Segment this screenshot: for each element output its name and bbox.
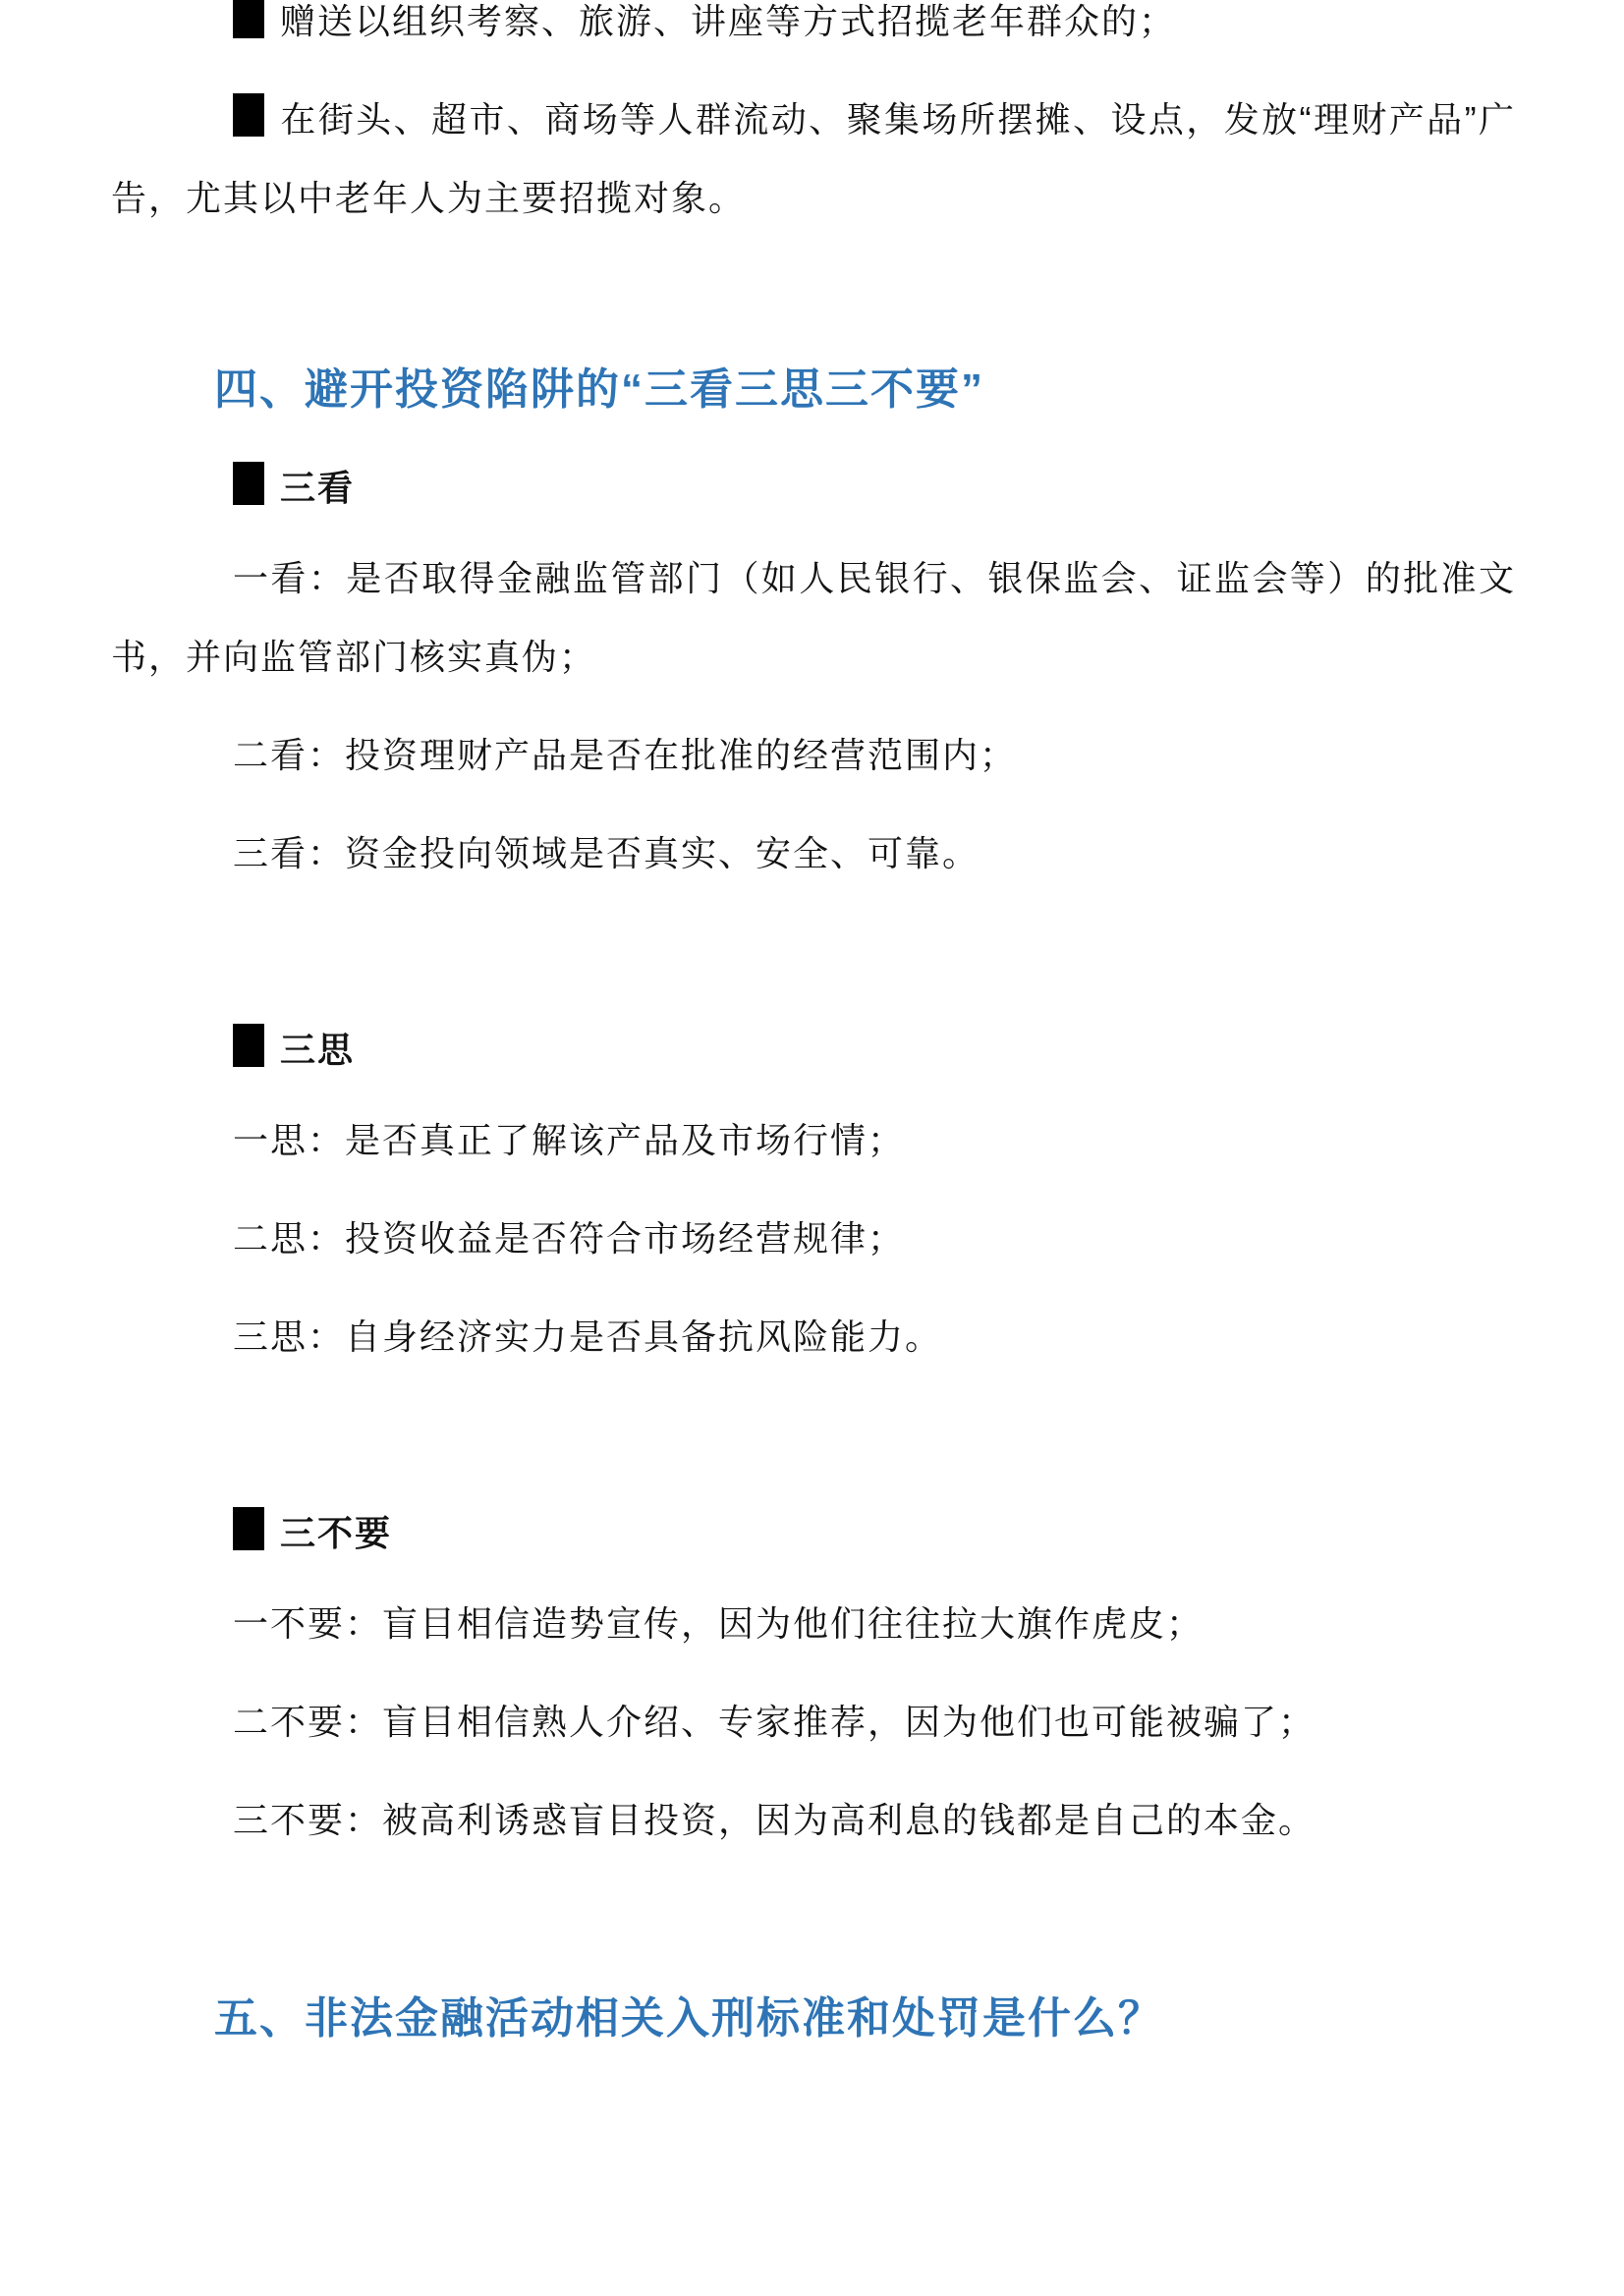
list-item-san-bu-yao: 三不要：被高利诱惑盲目投资，因为高利息的钱都是自己的本金。 <box>233 1800 1316 1840</box>
section-4-heading: 四、避开投资陷阱的“三看三思三不要” <box>214 365 984 414</box>
list-item-san-si: 三思：自身经济实力是否具备抗风险能力。 <box>233 1316 943 1357</box>
intro-bullet-text: 在街头、超市、商场等人群流动、聚集场所摆摊、设点，发放“理财产品”广告，尤其以中老年人为主要招揽对象。 <box>111 99 1516 218</box>
list-item-yi-bu-yao: 一不要：盲目相信造势宣传，因为他们往往拉大旗作虎皮； <box>233 1603 1204 1644</box>
group-header-san-kan <box>111 449 1516 528</box>
bullet-square-icon <box>233 1024 264 1067</box>
group-header-text: 三不要 <box>280 1513 393 1553</box>
group-header-text: 三看 <box>280 468 356 508</box>
group-header-text: 三思 <box>280 1030 356 1070</box>
list-item-er-kan: 二看：投资理财产品是否在批准的经营范围内； <box>233 735 1018 775</box>
list-item-yi-kan: 一看：是否取得金融监管部门（如人民银行、银保监会、证监会等）的批准文书，并向监管部门核实真伪； <box>111 558 1516 677</box>
group-header-san-bu-yao <box>111 1494 1516 1573</box>
group-header-san-si <box>111 1011 1516 1090</box>
intro-bullet-text: 赠送以组织考察、旅游、讲座等方式招揽老年群众的； <box>280 1 1177 41</box>
bullet-square-icon <box>233 1507 264 1550</box>
list-item-er-bu-yao: 二不要：盲目相信熟人介绍、专家推荐，因为他们也可能被骗了； <box>233 1702 1316 1742</box>
bullet-square-icon <box>233 0 264 38</box>
intro-bullet-item <box>111 0 1516 61</box>
bullet-square-icon <box>233 93 264 137</box>
section-5-heading: 五、非法金融活动相关入刑标准和处罚是什么？ <box>214 1994 1163 2043</box>
intro-bullet-item <box>111 81 1516 238</box>
bullet-square-icon <box>233 462 264 505</box>
list-item-er-si: 二思：投资收益是否符合市场经营规律； <box>233 1218 906 1259</box>
list-item-yi-si: 一思：是否真正了解该产品及市场行情； <box>233 1120 906 1160</box>
list-item-san-kan: 三看：资金投向领域是否真实、安全、可靠。 <box>233 833 980 873</box>
